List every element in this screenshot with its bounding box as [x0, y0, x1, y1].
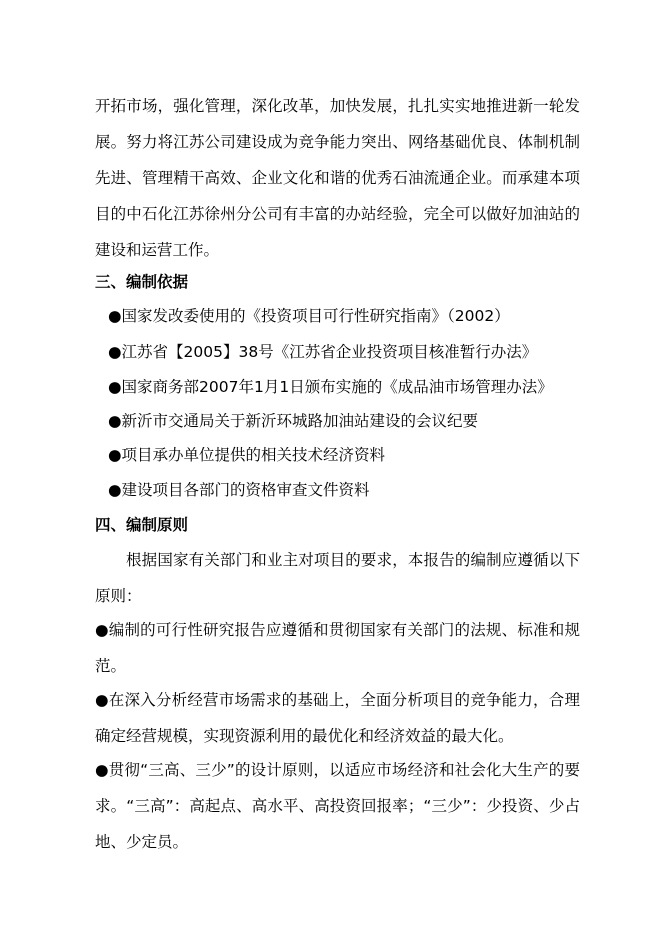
principle-item-text: 贯彻“三高、三少”的设计原则，以适应市场经济和社会化大生产的要求。“三高”：高起点、高水平、高投资回报率；“三少”：少投资、少占地、少定员。: [95, 761, 580, 851]
principle-item-text: 编制的可行性研究报告应遵循和贯彻国家有关部门的法规、标准和规范。: [95, 621, 580, 675]
bullet-icon: ●: [95, 621, 109, 639]
bullet-icon: ●: [108, 481, 122, 499]
basis-item-text: 项目承办单位提供的相关技术经济资料: [121, 446, 386, 464]
basis-item-text: 新沂市交通局关于新沂环城路加油站建设的会议纪要: [121, 412, 479, 430]
basis-item: [108, 334, 537, 370]
basis-item-text: 建设项目各部门的资格审查文件资料: [121, 481, 370, 499]
basis-item: [108, 403, 478, 439]
bullet-icon: ●: [108, 412, 122, 430]
basis-item: [108, 369, 553, 405]
bullet-icon: ●: [95, 761, 109, 779]
basis-item-text: 国家商务部2007年1月1日颁布实施的《成品油市场管理办法》: [121, 378, 553, 396]
basis-item-text: 江苏省【2005】38号《江苏省企业投资项目核准暂行办法》: [121, 343, 538, 361]
bullet-icon: ●: [108, 378, 122, 396]
principle-item-text: 在深入分析经营市场需求的基础上，全面分析项目的竞争能力，合理确定经营规模，实现资源利用的最优化和经济效益的最大化。: [95, 691, 580, 745]
intro-paragraph: 开拓市场，强化管理，深化改革，加快发展，扎扎实实地推进新一轮发展。努力将江苏公司建设成为竞争能力突出、网络基础优良、体制机制先进、管理精干高效、企业文化和谐的优秀石油流通企业。而承建本项目的中石化江苏徐州分公司有丰富的办站经验，完全可以做好加油站的建设和运营工作。: [95, 97, 580, 259]
bullet-icon: ●: [108, 446, 122, 464]
section-heading-principles: 四、编制原则: [95, 516, 189, 534]
basis-item: [108, 437, 385, 473]
bullet-icon: ●: [108, 307, 122, 325]
principle-item: [95, 682, 580, 754]
section-heading-basis: 三、编制依据: [95, 273, 189, 291]
bullet-icon: ●: [108, 343, 122, 361]
principle-item: [95, 752, 580, 860]
basis-item: [108, 298, 510, 334]
principles-intro: 根据国家有关部门和业主对项目的要求，本报告的编制应遵循以下原则：: [95, 551, 580, 605]
principle-item: [95, 612, 580, 684]
basis-item-text: 国家发改委使用的《投资项目可行性研究指南》（2002）: [121, 307, 510, 325]
basis-item: [108, 472, 370, 508]
bullet-icon: ●: [95, 691, 109, 709]
